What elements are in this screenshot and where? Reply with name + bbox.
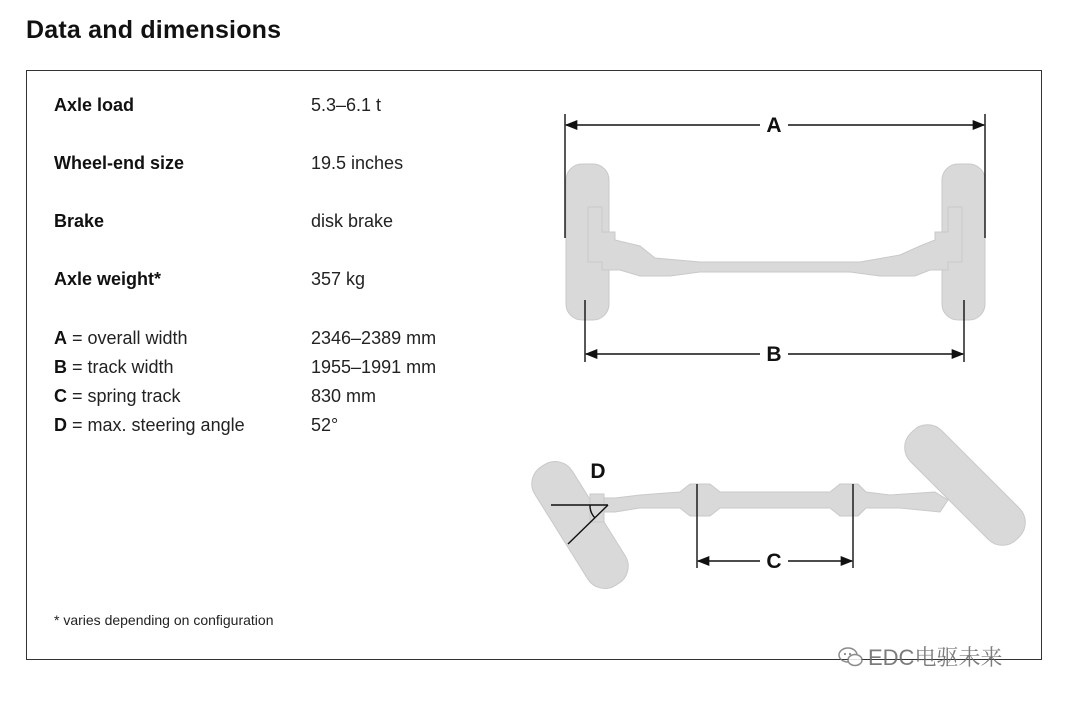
label-d: D <box>590 460 606 483</box>
spec-value-axle-load: 5.3–6.1 t <box>311 95 382 115</box>
label-b: B <box>766 343 782 366</box>
watermark <box>838 641 1002 672</box>
dimension-a: A = overall width <box>54 328 188 348</box>
spec-label-axle-weight: Axle weight* <box>54 269 162 289</box>
page-title: Data and dimensions <box>26 16 282 44</box>
axle-front-view <box>566 164 985 320</box>
left-wheel-top-view <box>524 454 636 596</box>
spec-value-brake: disk brake <box>311 211 394 231</box>
dimension-d-value: 52° <box>311 415 339 435</box>
dimension-b: B = track width <box>54 357 174 377</box>
left-knuckle-top-view <box>590 494 604 522</box>
dimension-c: C = spring track <box>54 386 181 406</box>
right-wheel-top-view <box>896 416 1033 553</box>
spec-value-axle-weight: 357 kg <box>311 269 366 289</box>
dimension-d: D = max. steering angle <box>54 415 245 435</box>
dimension-b-value: 1955–1991 mm <box>311 357 437 377</box>
axle-beam-top-view <box>595 484 948 516</box>
spec-label-wheel-end-size: Wheel-end size <box>54 153 185 173</box>
dimension-a-value: 2346–2389 mm <box>311 328 437 348</box>
spec-label-axle-load: Axle load <box>54 95 135 115</box>
label-c: C <box>766 550 782 573</box>
spec-label-brake: Brake <box>54 211 105 231</box>
spec-value-wheel-end-size: 19.5 inches <box>311 153 404 173</box>
dimension-c-value: 830 mm <box>311 386 377 406</box>
watermark-text: EDC电驱未来 <box>868 645 1003 670</box>
footnote: * varies depending on configuration <box>54 612 274 628</box>
label-a: A <box>766 114 782 137</box>
wechat-icon <box>838 646 864 668</box>
axle-beam-front-view <box>588 207 962 276</box>
